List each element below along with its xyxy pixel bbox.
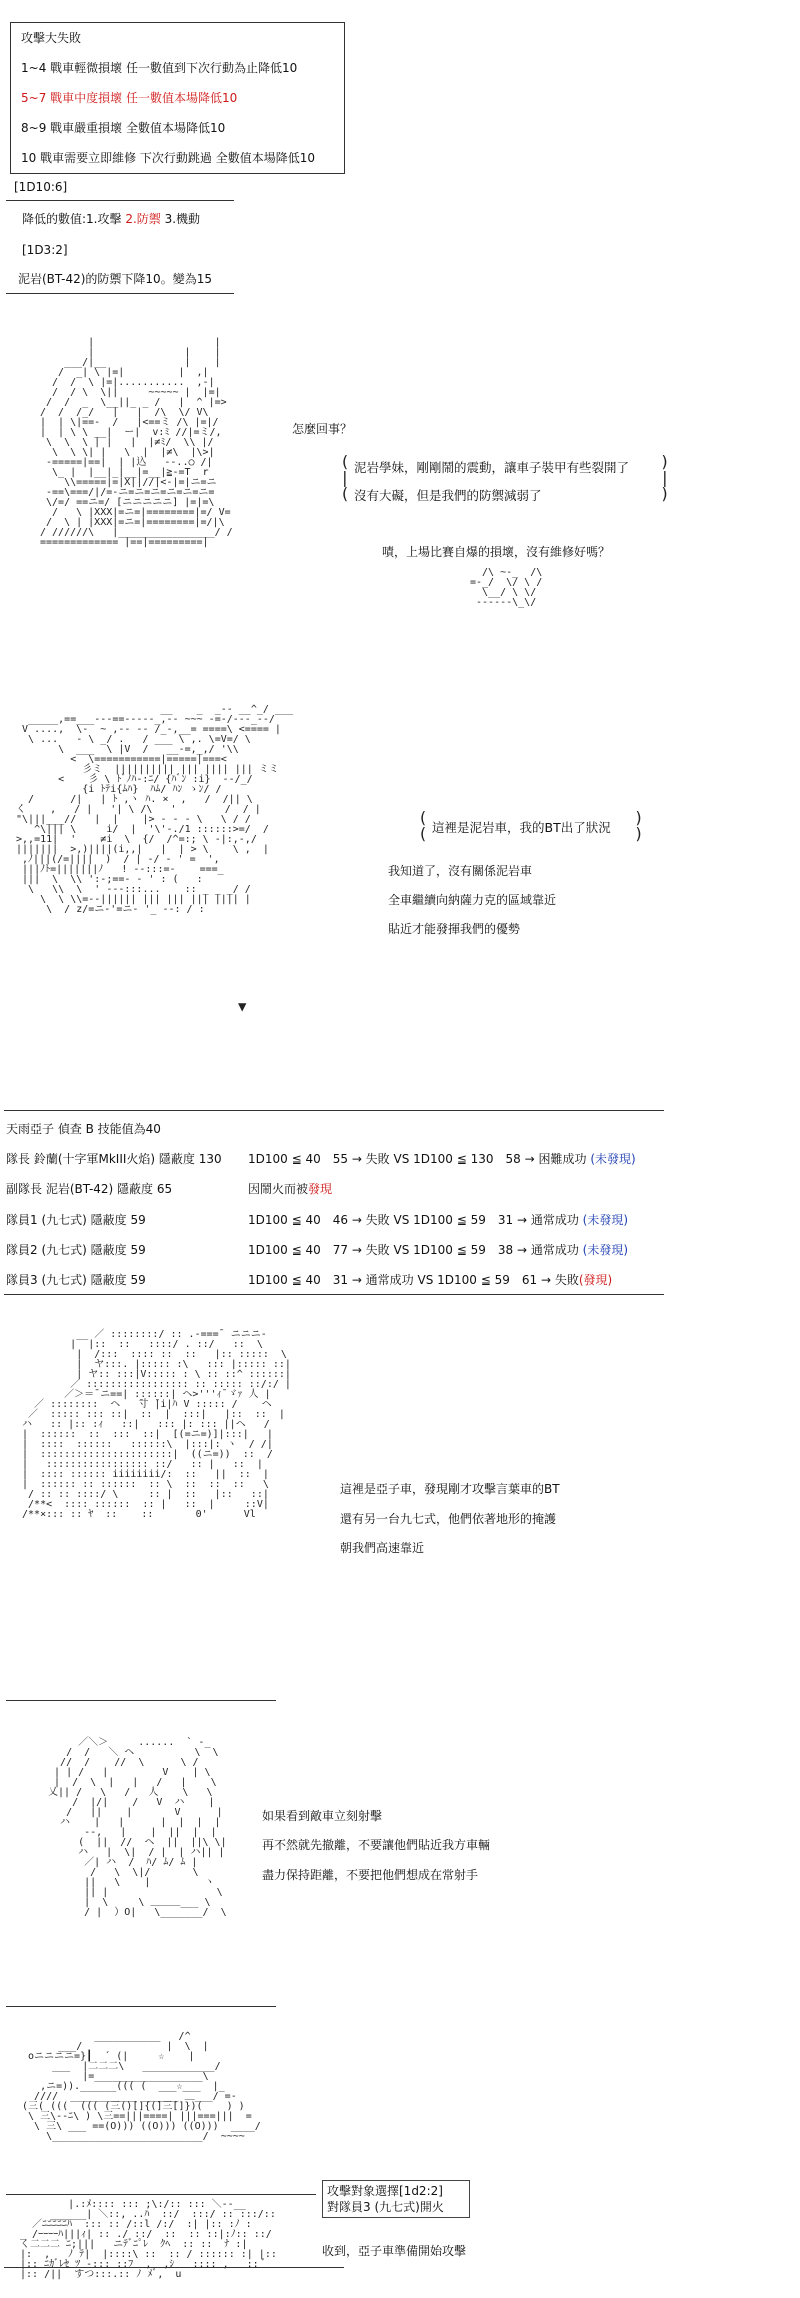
ascii-art-tank-scene-5: ___________ /^ ___/ | \ | oニニニニ=}┃ ´ (| ☆ | ___ |二二二\ ____________/ |=__________________\ ,ニ=)).______((( ( ___☆___ |_ //// ___________ ______ ＿___/ =- (三( ((( ((( (三()[]{(]三[]})( ) ) \ 三\--ﾆ\ ) \三==|||====| |||===||| = \ 三\ ___ ==(O))) ((O))) ((O))) ____/ \_________________________/ ~~~~ xyxy=(22,2031,261,2142)
stealth-roll xyxy=(248,1182,332,1197)
speech-line: 怎麼回事？ xyxy=(292,422,353,436)
bubble-line: 泥岩學妹，剛剛鬧的震動，讓車子裝甲有些裂開了 xyxy=(354,460,630,475)
detection-tag: 發現 xyxy=(308,1182,333,1196)
roll-text: 1D100 ≦ 40 46 → 失敗 VS 1D100 ≦ 59 31 → xyxy=(248,1213,531,1227)
bubble-bracket-right: ) | ) xyxy=(660,452,670,503)
ascii-art-waves: /\ ~-_ /\ =-_/ \/ \ / \__/ \ \/ ------\_\/ xyxy=(470,567,543,608)
stealth-unit-label: 隊長 鈴蘭(十字軍MkIII火焰) 隱蔽度 130 xyxy=(6,1152,222,1166)
speech-line: 嘖，上場比賽自爆的損壞，沒有維修好嗎？ xyxy=(382,545,611,559)
speech-bubble xyxy=(418,806,646,848)
roll-result xyxy=(22,212,200,227)
bubble-bracket-right: ) ) xyxy=(634,808,644,843)
bubble-bracket-left: ( | ( xyxy=(340,452,350,503)
stealth-roll xyxy=(248,1152,636,1167)
stealth-roll xyxy=(248,1273,612,1288)
roll-result: 困難成功 xyxy=(538,1152,587,1166)
speech-line: 盡力保持距離，不要把他們想成在常射手 xyxy=(262,1868,479,1882)
roll-text: 1D100 ≦ 40 77 → 失敗 VS 1D100 ≦ 59 38 → xyxy=(248,1243,531,1257)
speech-line: 再不然就先撤離，不要讓他們貼近我方車輛 xyxy=(262,1838,491,1852)
fail-table-box xyxy=(10,22,345,174)
roll-option-defense: 2.防禦 xyxy=(125,212,161,226)
roll-result: 通常成功 xyxy=(530,1213,579,1227)
divider xyxy=(6,2194,316,2195)
roll-result: 泥岩(BT-42)的防禦下降10。變為15 xyxy=(18,272,212,286)
tank-turret-marker: ▼ xyxy=(238,999,247,1015)
roll-result: 通常成功 xyxy=(530,1243,579,1257)
ascii-art-character-1: __ ／ ::::::::/ :: .-===¯ ニニニ- | |:: :: ::::/ . ::/ :: \ | /::: :::: :: :: |:: ::::: \ | ヤ:::. |::::: :\ ::: |::::: ::| | ヤ:: :::|V::::: : \ :: ::^ ::::::| ／ ::::::::::::::::: :: ::::: ::/:/ | ／＞＝¯ニ==| ::::::| ヘ>'''ｨ¯ゞｧ 人 | ／ :::::::: ヘ ̄寸 ̄|i|ﾊ V ::::: / ヘ ／ ::::: ::: ::| :: | :::| |:: :: | ハ :: |:: :ｨ ::| ::: |: ::: ||ヘ / | :::::: :: ::: ::| [(=ニ=)]|:::| | | :::: :::::: ::::::\ |:::|: ヽ / /| | ::::::::::::::::::::::| ((ニ=)) :: / | ::::::::::::::::: ::/ :: | :: | | :::: :::::: iiiiiiii/: :: || :: | | :::::: :: :::::: :: \ :: :: :: \ / :: :: ::::/ \ :: | :: |:: ::| /**< :::: :::::: :: | :: | ::V| /**×::: :: ﾔ :: :: 0' Vl xyxy=(22,1329,291,1520)
detection-tag: (發現) xyxy=(578,1273,613,1287)
stealth-unit-label: 副隊長 泥岩(BT-42) 隱蔽度 65 xyxy=(6,1182,173,1196)
divider xyxy=(6,293,234,294)
speech-line: 收到，亞子車準備開始攻擊 xyxy=(322,2244,467,2258)
speech-bubble xyxy=(340,448,672,518)
stealth-roll xyxy=(248,1243,628,1258)
ascii-art-tank-scene-1: | | | | | ___/|__ | | / _| \ |=| | ,| / / \ |=|........... ,-| / / \ \|| ~~~~~ | |=| / / _ \__||_ _ / | ^ |=> / / /_/ | | /\ \/ V\ | | \|==- / |<==ミ /\ |=|/ | | \ \ __| ー| v:ﾐ //|=ミ/, \ \ \ | | | |≠ﾐ/ \\ |/ \ \ \| | \ | |≠\ |\>| -=====|==| | |込 --..○ /| \_ | |__|_|__|=__|≧-=T r \\=====|=|X||//|<-|=|ニ=ニ -==\===/|/=-ニ=ニ=ニ=ニ=ニ=ニ= \/=/ ==ニ=/ [ニニニニニ] |=|=\ / \ |XXX|=ニ=|========|=/ V= / \ | |XXX|=ニ=|========|=/|\ / //////\ |________________/ / ============= |==|=========| xyxy=(40,337,233,548)
stealth-unit-label: 隊員3 (九七式) 隱蔽度 59 xyxy=(6,1273,146,1287)
roll-text: 因鬧火而被 xyxy=(248,1182,309,1196)
ascii-art-tank-scene-2: __ _ _-- __^_/ ___ _____,==___---==-----_,-- ~~~ -=-/---_--/ V ...., \- ~ ,-- -- /_-,__= ====\ <==== | \ ... - \ _/ . / ___ \ ,. \=V=/ \ \ ___ \ |V / __-=,_,/ '\\ < \===========|=====|===< 彡ミ |||||||||| ||| |||| ||| ミミ < 彡 \ ﾄﾞﾉﾊ-:ﾆ/ {ﾊﾞﾝ :i} --/_/ {i ﾄﾃi{ﾑﾊ} ﾊﾑ/ ﾊﾝ ゝﾝ/ / / /| | ﾄ ,ヽ ﾊ. × , / /|| \ く , / | '| \ /\ ' / / | "\|||___// | | |> - - - \ \ / / ^\||| \ i/ | '\'-./1 ::::::>=/ / >,,=11| ' ≠i \ {/ /^=:; \ -|:,-,/ ||||||| >,)||||(i,,| | | > \ \ , | ,ﾉ|||(/=|||| ) / | -/ - ' = ', |||ﾉﾄ=|||||||ﾉ ! ‐-:::=- ===_ ||| \ \\ ':-;==- - ' : ( : \ \\ \ ' ---:::... :: _ _ _/ / \ \ \\=--|||||| ||| ||| ||| |||| | \ / z/=ニ-'=ニ- '_ --: / : xyxy=(16,704,293,915)
divider xyxy=(4,2267,344,2268)
divider xyxy=(6,1700,276,1701)
roll-option-mobility: 3.機動 xyxy=(160,212,201,226)
speech-line: 全車繼續向納薩力克的區域靠近 xyxy=(388,893,557,907)
target-roll: 攻擊對象選擇[1d2:2] xyxy=(327,2184,443,2198)
detection-tag: (未發現) xyxy=(590,1152,636,1166)
divider xyxy=(6,200,234,201)
roll-result: 失敗 xyxy=(554,1273,579,1287)
fail-table-row: 10 戰車需要立即維修 下次行動跳過 全數值本場降低10 xyxy=(21,151,315,165)
divider xyxy=(4,1110,664,1111)
target-box xyxy=(322,2180,470,2218)
speech-line: 還有另一台九七式，他們依著地形的掩護 xyxy=(340,1512,557,1526)
speech-line: 朝我們高速靠近 xyxy=(340,1541,425,1555)
roll-prefix: 降低的數值:1.攻擊 xyxy=(22,212,126,226)
bubble-line: 這裡是泥岩車，我的BT出了狀況 xyxy=(432,820,611,835)
target-choice: 對隊員3 (九七式)開火 xyxy=(327,2200,444,2214)
fail-table-row: 8~9 戰車嚴重損壞 全數值本場降低10 xyxy=(21,121,226,135)
detection-tag: (未發現) xyxy=(582,1243,629,1257)
ascii-art-character-3: |.:ﾒ:::: ::: ;\:/:: ::: ＼--__ ______| ＼::, ..ﾊ ::/ :::/ :: :::/:: ／ﾆﾆﾆﾆﾆﾊ ::: :: /::l /:/ :| |:: :ﾉ : _ /ｰｰｰｰﾊ|||ｨ| :: ./ ::/ :: :: ::|:ﾉ:: ::/ く二二二 ﾆ;||| ニﾃﾞﾆﾟﾚ ｸﾍ :: :: ﾅ :| |: , ﾉ ﾃ| |::::\ :: :: / :::::: :| |:: |:: ﾆｶﾞﾚｾ ﾂ -::: ::ﾌ , ,ｼ :::: , :: ﾞ |:: /|| すつ:::.:: ﾉ ﾒﾞ, u xyxy=(20,2199,277,2280)
ascii-art-character-2: ／＼＞ ...... ` -_ / / ＼ ヘ \ \ // / // \ \ / | | / | V | \ | / \ | | / | \ 乂|| / \ / 人 \ \ / |/| / V ハ | / || | V | ハ | | | | | | --, | | || | | ( || // ヘ || ||\ \| ハ | \| / | | ハ|| | ／| ハ / ﾊ/ ﾑ/ ﾑ | / \ \|/ \ || \ | ヽ || | \ | \ \ ＿＿＿___ \ / | ）O| \_______/ \ xyxy=(48,1737,227,1918)
roll-text: 1D100 ≦ 40 31 → 通常成功 VS 1D100 ≦ 59 61 → xyxy=(248,1273,555,1287)
speech-line: 這裡是亞子車，發現剛才攻擊言葉車的BT xyxy=(340,1482,560,1496)
speech-line: 貼近才能發揮我們的優勢 xyxy=(388,922,521,936)
dice-roll: [1D3:2] xyxy=(22,243,68,257)
fail-table-row: 5~7 戰車中度損壞 任一數值本場降低10 xyxy=(21,91,238,105)
speech-line: 我知道了，沒有關係泥岩車 xyxy=(388,864,533,878)
roll-text: 1D100 ≦ 40 55 → 失敗 VS 1D100 ≦ 130 58 → xyxy=(248,1152,539,1166)
detection-tag: (未發現) xyxy=(582,1213,629,1227)
speech-line: 如果看到敵車立刻射擊 xyxy=(262,1809,383,1823)
stealth-roll xyxy=(248,1213,628,1228)
dice-roll: [1D10:6] xyxy=(14,180,68,194)
fail-table-title: 攻擊大失敗 xyxy=(21,31,82,45)
stealth-unit-label: 隊員2 (九七式) 隱蔽度 59 xyxy=(6,1243,146,1257)
divider xyxy=(4,1294,664,1295)
stealth-header: 天雨亞子 偵查 B 技能值為40 xyxy=(6,1122,161,1136)
bubble-line: 沒有大礙，但是我們的防禦減弱了 xyxy=(354,488,542,503)
stealth-unit-label: 隊員1 (九七式) 隱蔽度 59 xyxy=(6,1213,146,1227)
bubble-bracket-left: ( ( xyxy=(418,808,428,843)
divider xyxy=(6,2006,276,2007)
fail-table-row: 1~4 戰車輕微損壞 任一數值到下次行動為止降低10 xyxy=(21,61,298,75)
